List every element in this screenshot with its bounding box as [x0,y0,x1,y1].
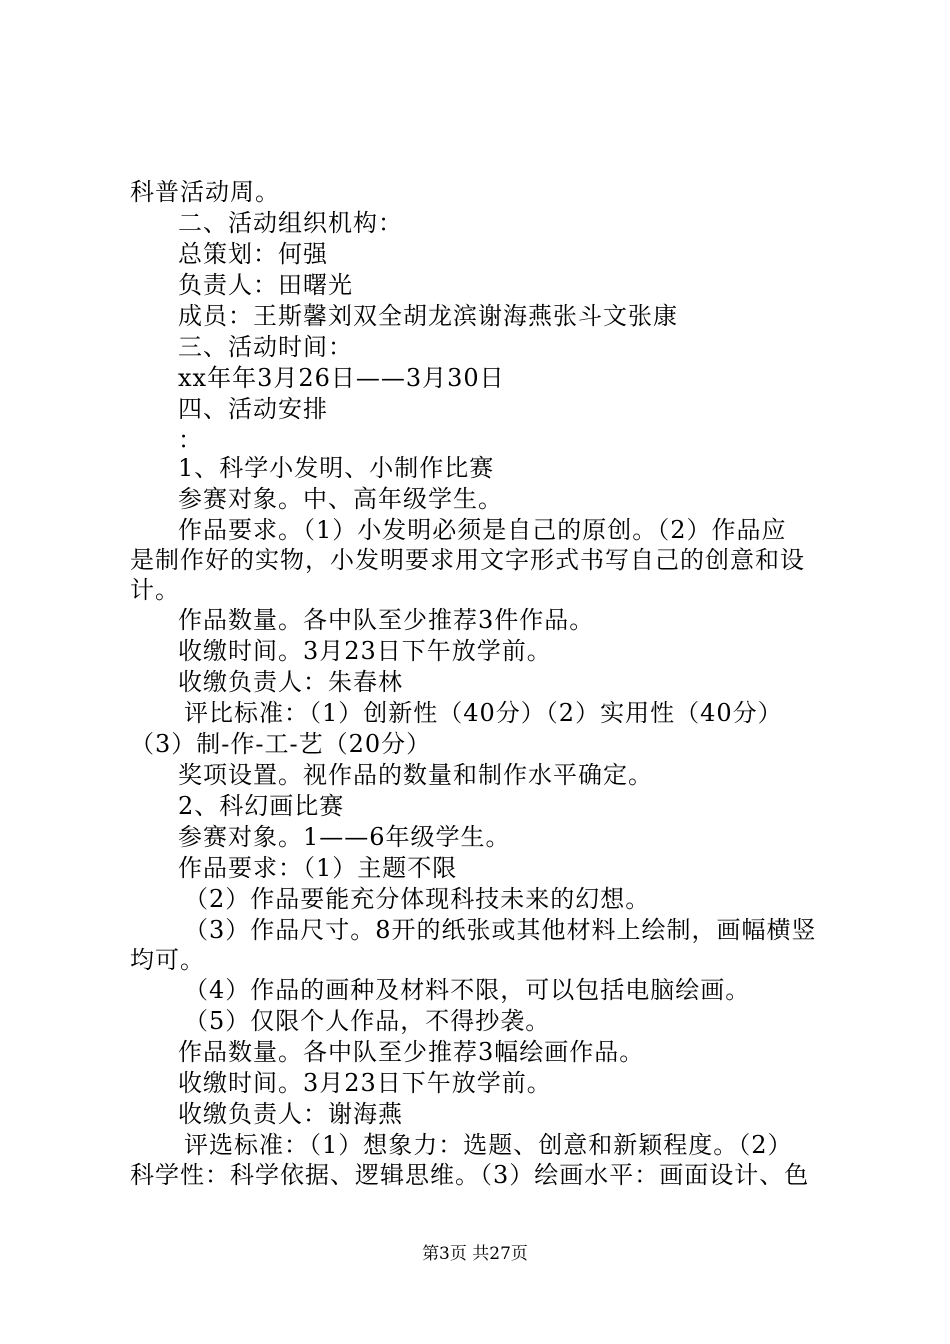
text-line: 作品要求：（1）主题不限 [178,854,458,882]
text-line: 总策划：何强 [178,240,328,268]
text-line: 均可。 [130,946,205,974]
subsection-heading: 1、科学小发明、小制作比赛 [178,454,495,482]
text-line: xx年年3月26日——3月30日 [178,364,505,392]
text-line: 作品数量。各中队至少推荐3幅绘画作品。 [178,1038,645,1066]
section-heading: 二、活动组织机构： [178,209,403,237]
text-line: ： [178,426,203,454]
text-line: 作品数量。各中队至少推荐3件作品。 [178,606,595,634]
text-line: 收缴负责人：朱春林 [178,668,403,696]
text-line: 作品要求。（1）小发明必须是自己的原创。（2）作品应 [178,516,787,544]
text-line: （5）仅限个人作品，不得抄袭。 [184,1007,551,1035]
subsection-heading: 2、科幻画比赛 [178,792,345,820]
text-line: 科普活动周。 [130,178,280,206]
text-line: 参赛对象。中、高年级学生。 [178,485,503,513]
text-line: 收缴时间。3月23日下午放学前。 [178,637,552,665]
section-heading: 四、活动安排 [178,395,328,423]
text-line: 参赛对象。1——6年级学生。 [178,823,511,851]
text-line: 收缴负责人：谢海燕 [178,1100,403,1128]
text-line: 科学性：科学依据、逻辑思维。（3）绘画水平：画面设计、色 [130,1161,810,1189]
text-line: 成员：王斯馨刘双全胡龙滨谢海燕张斗文张康 [178,302,678,330]
text-line: 是制作好的实物，小发明要求用文字形式书写自己的创意和设 [130,546,805,574]
text-line: 评选标准：（1）想象力：选题、创意和新颖程度。（2） [184,1131,793,1159]
text-line: 奖项设置。视作品的数量和制作水平确定。 [178,761,653,789]
text-line: （3）制-作-工-艺（20分） [130,730,432,758]
text-line: （4）作品的画种及材料不限，可以包括电脑绘画。 [184,976,751,1004]
text-line: 收缴时间。3月23日下午放学前。 [178,1069,552,1097]
text-line: 评比标准：（1）创新性（40分）（2）实用性（40分） [184,699,783,727]
page-footer: 第3页 共27页 [422,1244,528,1264]
text-line: 负责人：田曙光 [178,271,353,299]
text-line: （3）作品尺寸。8开的纸张或其他材料上绘制，画幅横竖 [184,916,817,944]
text-line: （2）作品要能充分体现科技未来的幻想。 [184,885,651,913]
text-line: 计。 [130,576,180,604]
section-heading: 三、活动时间： [178,333,353,361]
